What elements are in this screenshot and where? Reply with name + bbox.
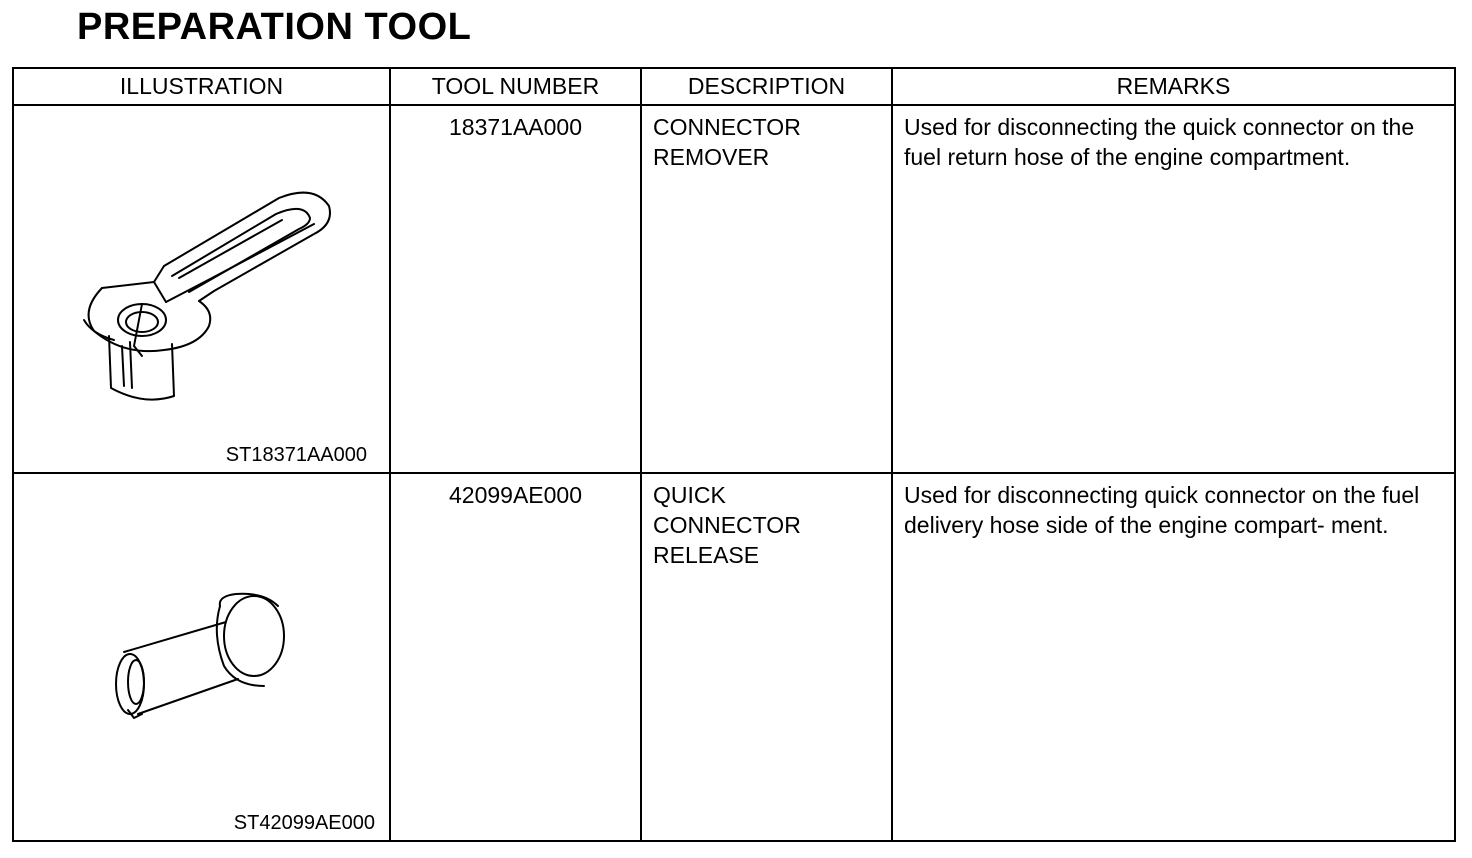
illustration-cell: [13, 105, 390, 473]
tool-number: 42099AE000: [448, 482, 582, 508]
description-line: CONNECTOR: [653, 512, 801, 538]
illustration-code: ST18371AA000: [225, 444, 367, 466]
header-remarks: REMARKS: [892, 68, 1455, 105]
tool-number-cell: [390, 105, 641, 473]
table-row: [13, 473, 1455, 841]
remarks: Used for disconnecting quick connector on the fuel delivery hose side of the engine compart- ment.: [904, 482, 1420, 538]
remarks: Used for disconnecting the quick connector on the fuel return hose of the engine compartment.: [904, 114, 1415, 170]
description-line: QUICK: [653, 482, 726, 508]
description-line: RELEASE: [653, 542, 760, 568]
description-line: REMOVER: [653, 144, 770, 170]
table-header-row: [13, 68, 1455, 105]
description-line: CONNECTOR: [653, 114, 801, 140]
illustration-code: ST42099AE000: [233, 812, 375, 834]
header-illustration: ILLUSTRATION: [13, 68, 390, 105]
remarks-cell: [892, 473, 1455, 841]
tool-number-cell: [390, 473, 641, 841]
description-cell: [641, 105, 892, 473]
description: [642, 474, 891, 570]
remarks-cell: [892, 105, 1455, 473]
page-title: PREPARATION TOOL: [77, 6, 472, 48]
preparation-tool-table: [12, 67, 1456, 842]
illustration-cell: [13, 473, 390, 841]
quick-connector-release-illustration: [14, 474, 391, 840]
description: [642, 106, 891, 172]
connector-remover-illustration: [14, 106, 391, 472]
header-description: DESCRIPTION: [641, 68, 892, 105]
tool-number: 18371AA000: [448, 114, 582, 140]
table-row: [13, 105, 1455, 473]
description-cell: [641, 473, 892, 841]
header-tool-number: TOOL NUMBER: [390, 68, 641, 105]
